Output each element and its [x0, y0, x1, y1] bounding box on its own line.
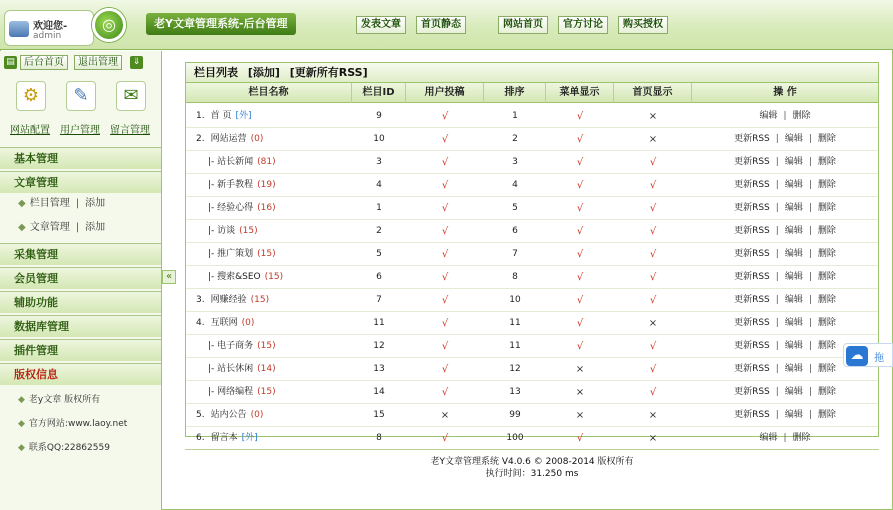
- menu-show-cell: √: [576, 295, 584, 306]
- publish-article-button[interactable]: 发表文章: [356, 16, 406, 34]
- sidebar-item-category: ◆ 栏目管理 | 添加: [18, 198, 106, 209]
- category-name-cell: [186, 312, 352, 335]
- op-separator: |: [775, 226, 779, 236]
- home-show-cell: √: [649, 226, 657, 237]
- user-submit-cell: √: [441, 180, 449, 191]
- table-row: [186, 243, 878, 266]
- delete-link[interactable]: 删除: [817, 157, 836, 167]
- category-name[interactable]: |- 站长新闻: [208, 157, 254, 167]
- section-article[interactable]: 文章管理: [0, 171, 161, 193]
- edit-link[interactable]: 编辑: [759, 433, 778, 443]
- article-count: (16): [257, 203, 276, 213]
- category-name[interactable]: |- 新手教程: [208, 180, 254, 190]
- menu-show-cell: √: [576, 134, 584, 145]
- edit-link[interactable]: 编辑: [784, 410, 803, 420]
- article-count: (81): [257, 157, 276, 167]
- col-name: 栏目名称: [186, 83, 352, 103]
- delete-link[interactable]: 删除: [817, 341, 836, 351]
- message-icon[interactable]: ✉: [116, 81, 146, 111]
- actions-cell: [692, 312, 878, 335]
- user-submit-cell: √: [441, 387, 449, 398]
- user-submit-cell: √: [441, 295, 449, 306]
- category-name-cell: [186, 358, 352, 381]
- category-name-cell: [186, 105, 352, 128]
- bullet-icon: ◆: [18, 198, 26, 209]
- actions-cell: [692, 404, 878, 427]
- article-count: (15): [264, 272, 284, 282]
- menu-show-cell: √: [576, 157, 584, 168]
- table-row: [186, 105, 878, 128]
- category-list-panel: [185, 62, 879, 444]
- article-count: (0): [250, 410, 264, 420]
- home-panel-icon: ▤: [4, 56, 17, 69]
- shortcut-site-config[interactable]: 网站配置: [10, 125, 50, 136]
- table-row: [186, 266, 878, 289]
- panel-header: [186, 63, 878, 83]
- table-header: [186, 83, 878, 103]
- op-separator: |: [783, 111, 787, 121]
- edit-link[interactable]: 编辑: [784, 295, 803, 305]
- op-separator: |: [808, 341, 812, 351]
- category-name[interactable]: 互联网: [210, 318, 238, 328]
- op-separator: |: [808, 295, 812, 305]
- category-name[interactable]: 留言本: [210, 433, 238, 443]
- home-show-cell: √: [649, 295, 657, 306]
- category-name-cell: [186, 404, 352, 427]
- home-show-cell: √: [649, 272, 657, 283]
- actions-cell: [692, 381, 878, 404]
- section-auxiliary[interactable]: 辅助功能: [0, 291, 161, 313]
- category-name[interactable]: 首 页: [210, 111, 232, 121]
- op-separator: |: [775, 249, 779, 259]
- op-separator: |: [808, 364, 812, 374]
- actions-cell: [692, 427, 878, 450]
- delete-link[interactable]: 删除: [817, 387, 836, 397]
- actions-cell: [692, 174, 878, 197]
- update-rss-link[interactable]: 更新RSS: [734, 249, 770, 259]
- user-submit-cell: √: [441, 364, 449, 375]
- category-name-cell: [186, 289, 352, 312]
- row-number: 5.: [196, 410, 205, 420]
- delete-link[interactable]: 删除: [817, 203, 836, 213]
- floating-widget-label[interactable]: 拖: [874, 353, 884, 364]
- update-rss-link[interactable]: 更新RSS: [734, 134, 770, 144]
- panel-title: 栏目列表: [194, 66, 238, 79]
- delete-link[interactable]: 删除: [817, 249, 836, 259]
- sort-cell: 1: [512, 111, 518, 121]
- menu-show-cell: √: [576, 433, 584, 444]
- user-submit-cell: ×: [440, 410, 450, 421]
- op-separator: |: [808, 318, 812, 328]
- category-name[interactable]: |- 推广策划: [208, 249, 254, 259]
- sort-cell: 7: [512, 249, 518, 259]
- category-id-cell: 14: [373, 387, 385, 397]
- user-manage-icon[interactable]: ✎: [66, 81, 96, 111]
- article-count: (15): [250, 295, 270, 305]
- section-database[interactable]: 数据库管理: [0, 315, 161, 337]
- delete-link[interactable]: 删除: [817, 295, 836, 305]
- actions-cell: [692, 128, 878, 151]
- category-id-cell: 5: [376, 249, 382, 259]
- footer-divider: [185, 449, 879, 450]
- menu-show-cell: √: [576, 341, 584, 352]
- category-manage-link[interactable]: 栏目管理: [29, 198, 70, 209]
- site-home-button[interactable]: 网站首页: [498, 16, 548, 34]
- welcome-text: 欢迎您-: [33, 21, 68, 32]
- delete-link[interactable]: 删除: [817, 318, 836, 328]
- article-count: (15): [239, 226, 258, 236]
- logout-button[interactable]: 退出管理: [74, 55, 122, 70]
- category-id-cell: 13: [373, 364, 385, 374]
- top-header: [0, 0, 893, 50]
- delete-link[interactable]: 删除: [817, 410, 836, 420]
- op-separator: |: [775, 203, 779, 213]
- op-separator: |: [775, 180, 779, 190]
- row-number: 1.: [196, 111, 205, 121]
- category-add-link[interactable]: 添加: [85, 198, 106, 209]
- home-show-cell: √: [649, 249, 657, 260]
- article-manage-link[interactable]: 文章管理: [29, 222, 70, 233]
- menu-show-cell: ×: [575, 410, 585, 421]
- official-forum-button[interactable]: 官方讨论: [558, 16, 608, 34]
- article-count: (15): [257, 341, 276, 351]
- update-rss-link[interactable]: 更新RSS: [734, 180, 770, 190]
- home-show-cell: √: [649, 157, 657, 168]
- admin-home-button[interactable]: 后台首页: [20, 55, 68, 70]
- actions-cell: [692, 105, 878, 128]
- op-separator: |: [783, 433, 787, 443]
- menu-show-cell: ×: [575, 364, 585, 375]
- table-row: [186, 381, 878, 404]
- category-name[interactable]: 站内公告: [210, 410, 247, 420]
- sidebar-item-article: ◆ 文章管理 | 添加: [18, 222, 106, 233]
- category-name-cell: [186, 335, 352, 358]
- copyright-owner: ◆ 老y文章 版权所有: [18, 395, 101, 405]
- user-submit-cell: √: [441, 226, 449, 237]
- user-submit-cell: √: [441, 272, 449, 283]
- article-add-link[interactable]: 添加: [85, 222, 106, 233]
- article-count: (0): [241, 318, 255, 328]
- actions-cell: [692, 151, 878, 174]
- sidebar-top-buttons: [4, 55, 158, 71]
- user-box: [4, 10, 94, 46]
- home-show-cell: √: [649, 341, 657, 352]
- footer-exec-time: 执行时间：31.250 ms: [485, 469, 579, 479]
- col-submit: 用户投稿: [406, 83, 484, 103]
- op-separator: |: [775, 157, 779, 167]
- row-number: 3.: [196, 295, 205, 305]
- table-row: [186, 335, 878, 358]
- edit-link[interactable]: 编辑: [784, 180, 803, 190]
- edit-link[interactable]: 编辑: [784, 318, 803, 328]
- op-separator: |: [808, 410, 812, 420]
- section-copyright[interactable]: 版权信息: [0, 363, 161, 385]
- op-separator: |: [775, 318, 779, 328]
- user-submit-cell: √: [441, 134, 449, 145]
- category-name[interactable]: |- 经验心得: [208, 203, 254, 213]
- article-count: (15): [257, 249, 276, 259]
- menu-show-cell: √: [576, 111, 584, 122]
- update-rss-link[interactable]: 更新RSS: [734, 295, 770, 305]
- op-separator: |: [775, 272, 779, 282]
- delete-link[interactable]: 删除: [817, 134, 836, 144]
- category-name[interactable]: |- 访谈: [208, 226, 236, 236]
- logo-icon: ◎: [92, 8, 126, 42]
- table-row: [186, 151, 878, 174]
- update-rss-link[interactable]: 更新RSS: [734, 157, 770, 167]
- table-row: [186, 358, 878, 381]
- category-id-cell: 2: [376, 226, 382, 236]
- op-separator: |: [775, 295, 779, 305]
- table-row: [186, 289, 878, 312]
- article-count: (14): [257, 364, 276, 374]
- update-all-rss-link[interactable]: [更新所有RSS]: [289, 66, 368, 79]
- system-title: 老Y文章管理系统-后台管理: [146, 13, 296, 35]
- footer-copyright: 老Y文章管理系统 V4.0.6 © 2008-2014 版权所有: [430, 457, 634, 467]
- edit-link[interactable]: 编辑: [784, 203, 803, 213]
- delete-link[interactable]: 删除: [792, 433, 811, 443]
- col-actions: 操 作: [773, 87, 797, 98]
- home-show-cell: ×: [648, 318, 658, 329]
- category-id-cell: 4: [376, 180, 382, 190]
- category-name[interactable]: |- 网络编程: [208, 387, 254, 397]
- op-separator: |: [808, 180, 812, 190]
- user-submit-cell: √: [441, 111, 449, 122]
- category-name-cell: [186, 427, 352, 450]
- user-submit-cell: √: [441, 203, 449, 214]
- section-member[interactable]: 会员管理: [0, 267, 161, 289]
- delete-link[interactable]: 删除: [817, 226, 836, 236]
- category-id-cell: 7: [376, 295, 382, 305]
- sort-cell: 5: [512, 203, 518, 213]
- actions-cell: [692, 289, 878, 312]
- actions-cell: [692, 266, 878, 289]
- row-number: 6.: [196, 433, 205, 443]
- edit-link[interactable]: 编辑: [784, 364, 803, 374]
- category-name-cell: [186, 220, 352, 243]
- sort-cell: 8: [512, 272, 518, 282]
- category-id-cell: 15: [373, 410, 385, 420]
- row-number: 4.: [196, 318, 205, 328]
- home-show-cell: √: [649, 364, 657, 375]
- op-separator: |: [775, 364, 779, 374]
- update-rss-link[interactable]: 更新RSS: [734, 341, 770, 351]
- op-separator: |: [775, 341, 779, 351]
- section-basic[interactable]: 基本管理: [0, 147, 161, 169]
- table-row: [186, 197, 878, 220]
- edit-link[interactable]: 编辑: [784, 134, 803, 144]
- table-row: [186, 220, 878, 243]
- section-plugin[interactable]: 插件管理: [0, 339, 161, 361]
- sort-cell: 11: [509, 341, 521, 351]
- menu-show-cell: √: [576, 226, 584, 237]
- cloud-share-icon[interactable]: ☁: [846, 346, 868, 366]
- article-count: (19): [257, 180, 276, 190]
- op-separator: |: [808, 249, 812, 259]
- home-show-cell: ×: [648, 134, 658, 145]
- buy-license-button[interactable]: 购买授权: [618, 16, 668, 34]
- category-id-cell: 8: [376, 433, 382, 443]
- category-name-cell: [186, 151, 352, 174]
- download-arrow-icon[interactable]: ⇓: [130, 56, 143, 69]
- sort-cell: 2: [512, 134, 518, 144]
- user-submit-cell: √: [441, 433, 449, 444]
- static-home-button[interactable]: 首页静态: [416, 16, 466, 34]
- category-id-cell: 3: [376, 157, 382, 167]
- edit-link[interactable]: 编辑: [784, 249, 803, 259]
- menu-show-cell: ×: [575, 387, 585, 398]
- category-id-cell: 12: [373, 341, 385, 351]
- shortcut-user-manage[interactable]: 用户管理: [60, 125, 100, 136]
- update-rss-link[interactable]: 更新RSS: [734, 226, 770, 236]
- col-sort: 排序: [484, 83, 546, 103]
- category-name-cell: [186, 174, 352, 197]
- category-name-cell: [186, 128, 352, 151]
- category-id-cell: 1: [376, 203, 382, 213]
- row-number: 2.: [196, 134, 205, 144]
- delete-link[interactable]: 删除: [817, 364, 836, 374]
- settings-gear-icon[interactable]: ⚙: [16, 81, 46, 111]
- sidebar-collapse-button[interactable]: «: [162, 270, 176, 284]
- home-show-cell: ×: [648, 111, 658, 122]
- delete-link[interactable]: 删除: [817, 272, 836, 282]
- table-row: [186, 174, 878, 197]
- op-separator: |: [808, 226, 812, 236]
- home-show-cell: √: [649, 203, 657, 214]
- category-name[interactable]: 网站运营: [210, 134, 247, 144]
- menu-show-cell: √: [576, 249, 584, 260]
- update-rss-link[interactable]: 更新RSS: [734, 410, 770, 420]
- section-collect[interactable]: 采集管理: [0, 243, 161, 265]
- op-separator: |: [808, 134, 812, 144]
- table-row: [186, 404, 878, 427]
- sort-cell: 99: [509, 410, 521, 420]
- contact-qq: ◆ 联系QQ:22862559: [18, 443, 110, 453]
- col-home: 首页显示: [614, 83, 692, 103]
- sort-cell: 100: [506, 433, 524, 443]
- edit-link[interactable]: 编辑: [784, 341, 803, 351]
- sort-cell: 12: [509, 364, 521, 374]
- category-name-cell: [186, 381, 352, 404]
- update-rss-link[interactable]: 更新RSS: [734, 318, 770, 328]
- op-separator: |: [808, 157, 812, 167]
- category-name-cell: [186, 197, 352, 220]
- actions-cell: [692, 243, 878, 266]
- user-submit-cell: √: [441, 249, 449, 260]
- op-separator: |: [808, 387, 812, 397]
- category-name[interactable]: 网赚经验: [210, 295, 247, 305]
- actions-cell: [692, 220, 878, 243]
- sort-cell: 4: [512, 180, 518, 190]
- table-row: [186, 128, 878, 151]
- update-rss-link[interactable]: 更新RSS: [734, 387, 770, 397]
- avatar: [9, 21, 29, 37]
- op-separator: |: [808, 272, 812, 282]
- op-separator: |: [775, 134, 779, 144]
- username: admin: [33, 31, 62, 41]
- sort-cell: 3: [512, 157, 518, 167]
- category-id-cell: 10: [373, 134, 385, 144]
- sort-cell: 13: [509, 387, 521, 397]
- menu-show-cell: √: [576, 180, 584, 191]
- edit-link[interactable]: 编辑: [784, 226, 803, 236]
- table-row: [186, 427, 878, 450]
- edit-link[interactable]: 编辑: [784, 387, 803, 397]
- footer: [185, 456, 879, 480]
- category-name[interactable]: |- 搜索&SEO: [208, 272, 261, 282]
- floating-share-widget[interactable]: [843, 343, 893, 367]
- home-show-cell: ×: [648, 433, 658, 444]
- update-rss-link[interactable]: 更新RSS: [734, 272, 770, 282]
- menu-show-cell: √: [576, 318, 584, 329]
- category-name-cell: [186, 243, 352, 266]
- sort-cell: 11: [509, 318, 521, 328]
- user-submit-cell: √: [441, 157, 449, 168]
- op-separator: |: [808, 203, 812, 213]
- col-id: 栏目ID: [352, 83, 406, 103]
- article-count: (15): [257, 387, 276, 397]
- article-count: (0): [250, 134, 264, 144]
- category-id-cell: 6: [376, 272, 382, 282]
- actions-cell: [692, 197, 878, 220]
- col-menu: 菜单显示: [546, 83, 614, 103]
- sort-cell: 6: [512, 226, 518, 236]
- bullet-icon: ◆: [18, 222, 26, 233]
- user-submit-cell: √: [441, 341, 449, 352]
- article-count: [外]: [235, 111, 252, 121]
- category-id-cell: 11: [373, 318, 385, 328]
- user-submit-cell: √: [441, 318, 449, 329]
- article-count: [外]: [241, 433, 258, 443]
- menu-show-cell: √: [576, 272, 584, 283]
- op-separator: |: [775, 410, 779, 420]
- edit-link[interactable]: 编辑: [759, 111, 778, 121]
- op-separator: |: [775, 387, 779, 397]
- category-name-cell: [186, 266, 352, 289]
- category-name[interactable]: |- 站长休闲: [208, 364, 254, 374]
- edit-link[interactable]: 编辑: [784, 272, 803, 282]
- category-name[interactable]: |- 电子商务: [208, 341, 254, 351]
- delete-link[interactable]: 删除: [817, 180, 836, 190]
- home-show-cell: √: [649, 387, 657, 398]
- table-row: [186, 312, 878, 335]
- official-site: ◆ 官方网站:www.laoy.net: [18, 419, 128, 429]
- update-rss-link[interactable]: 更新RSS: [734, 364, 770, 374]
- add-category-link[interactable]: [添加]: [247, 66, 280, 79]
- edit-link[interactable]: 编辑: [784, 157, 803, 167]
- shortcut-message-manage[interactable]: 留言管理: [110, 125, 150, 136]
- sidebar: [0, 51, 162, 510]
- category-id-cell: 9: [376, 111, 382, 121]
- update-rss-link[interactable]: 更新RSS: [734, 203, 770, 213]
- menu-show-cell: √: [576, 203, 584, 214]
- home-show-cell: ×: [648, 410, 658, 421]
- home-show-cell: √: [649, 180, 657, 191]
- delete-link[interactable]: 删除: [792, 111, 811, 121]
- sort-cell: 10: [509, 295, 521, 305]
